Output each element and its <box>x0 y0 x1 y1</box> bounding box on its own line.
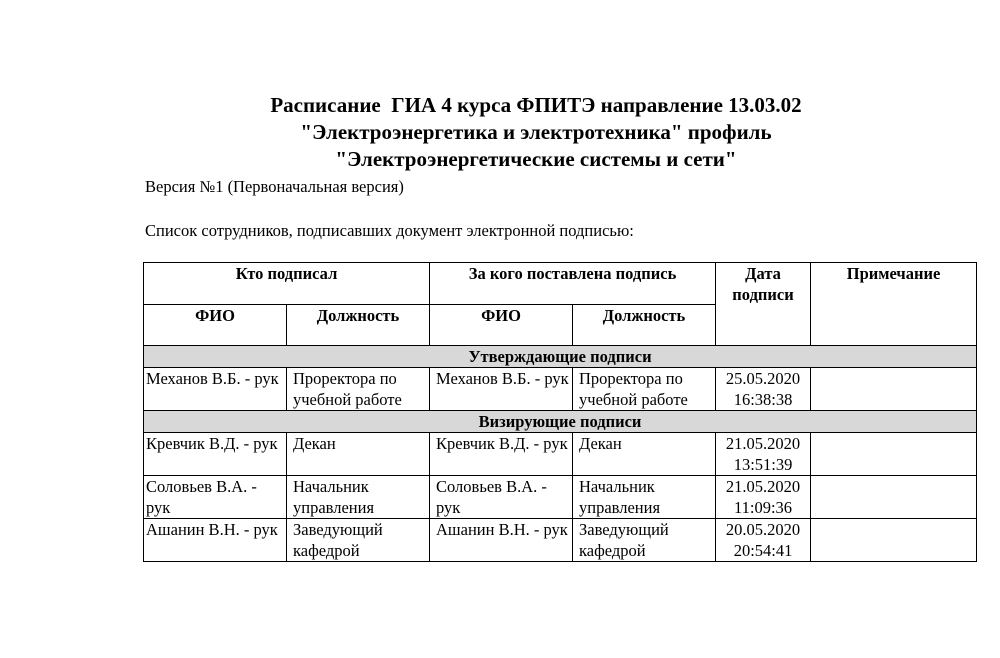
behalf-position: Заведующий кафедрой <box>573 519 716 562</box>
header-sign-date: Дата подписи <box>716 263 811 346</box>
signer-position: Заведующий кафедрой <box>287 519 430 562</box>
title-line-3: "Электроэнергетические системы и сети" <box>335 147 737 171</box>
behalf-fio: Соловьев В.А. - рук <box>430 476 573 519</box>
version-label: Версия №1 (Первоначальная версия) <box>145 177 404 196</box>
title-line-1: Расписание ГИА 4 курса ФПИТЭ направление 13.03.02 <box>270 93 802 117</box>
signer-fio: Соловьев В.А. - рук <box>144 476 287 519</box>
sign-date: 25.05.2020 16:38:38 <box>716 368 811 411</box>
section-endorsing: Визирующие подписи <box>144 411 977 433</box>
behalf-fio: Кревчик В.Д. - рук <box>430 433 573 476</box>
header-signer-fio: ФИО <box>144 305 287 346</box>
note <box>811 519 977 562</box>
note <box>811 433 977 476</box>
behalf-fio: Ашанин В.Н. - рук <box>430 519 573 562</box>
header-note: Примечание <box>811 263 977 346</box>
table-row <box>144 519 977 562</box>
header-signer-position: Должность <box>287 305 430 346</box>
signer-position: Начальник управления <box>287 476 430 519</box>
header-behalf-fio: ФИО <box>430 305 573 346</box>
behalf-fio: Механов В.Б. - рук <box>430 368 573 411</box>
signatures-table <box>143 262 977 562</box>
note <box>811 476 977 519</box>
header-who-signed: Кто подписал <box>144 263 430 305</box>
table-row <box>144 368 977 411</box>
section-approving: Утверждающие подписи <box>144 346 977 368</box>
sign-date: 20.05.2020 20:54:41 <box>716 519 811 562</box>
signers-intro: Список сотрудников, подписавших документ электронной подписью: <box>145 221 634 240</box>
header-on-behalf: За кого поставлена подпись <box>430 263 716 305</box>
behalf-position: Начальник управления <box>573 476 716 519</box>
behalf-position: Проректора по учебной работе <box>573 368 716 411</box>
signer-fio: Механов В.Б. - рук <box>144 368 287 411</box>
signer-fio: Кревчик В.Д. - рук <box>144 433 287 476</box>
table-row <box>144 476 977 519</box>
signer-position: Проректора по учебной работе <box>287 368 430 411</box>
signer-fio: Ашанин В.Н. - рук <box>144 519 287 562</box>
header-behalf-position: Должность <box>573 305 716 346</box>
signer-position: Декан <box>287 433 430 476</box>
table-row <box>144 433 977 476</box>
sign-date: 21.05.2020 11:09:36 <box>716 476 811 519</box>
document-title <box>0 92 1000 173</box>
note <box>811 368 977 411</box>
sign-date: 21.05.2020 13:51:39 <box>716 433 811 476</box>
title-line-2: "Электроэнергетика и электротехника" профиль <box>300 120 772 144</box>
behalf-position: Декан <box>573 433 716 476</box>
